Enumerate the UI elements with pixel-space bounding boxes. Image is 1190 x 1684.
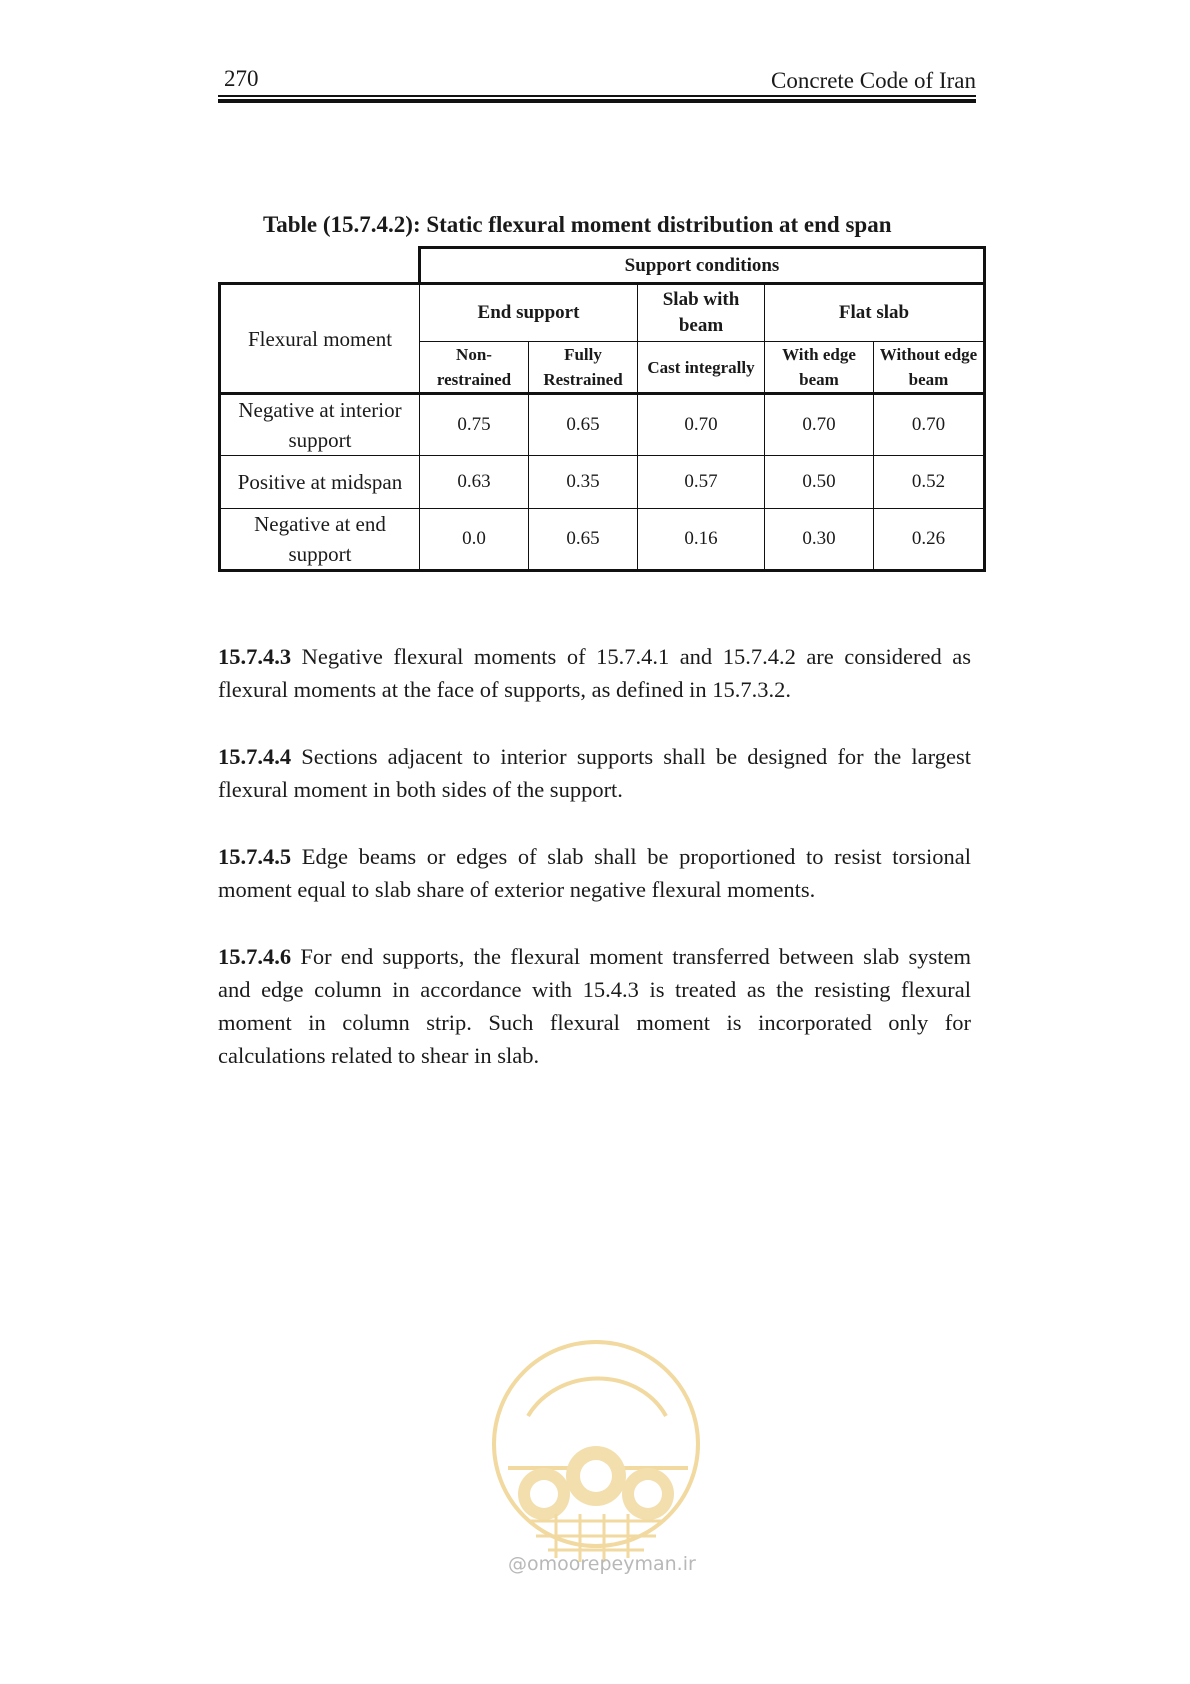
table-cell: 0.70 (874, 394, 985, 456)
header-rule-thin (218, 95, 976, 97)
header-rule-thick (218, 99, 976, 103)
section-paragraph (218, 840, 971, 906)
page-header (218, 62, 976, 102)
table-cell: 0.70 (765, 394, 874, 456)
page-number: 270 (224, 66, 259, 91)
moment-distribution-table (218, 246, 986, 572)
section-paragraph (218, 640, 971, 706)
table-row (220, 456, 985, 509)
section-text: Sections adjacent to interior supports shall be designed for the largest flexural moment in both sides of the support. (218, 744, 971, 802)
section-text: Edge beams or edges of slab shall be proportioned to resist torsional moment equal to slab share of exterior negative flexural moments. (218, 844, 971, 902)
table-cell: 0.26 (874, 509, 985, 571)
table-cell: 0.65 (529, 509, 638, 571)
subcolumn-header: Fully Restrained (529, 342, 638, 394)
table-cell: 0.75 (420, 394, 529, 456)
section-paragraph (218, 940, 971, 1072)
section-number: 15.7.4.3 (218, 644, 292, 669)
table-caption: Table (15.7.4.2): Static flexural moment distribution at end span (263, 212, 892, 237)
section-text: Negative flexural moments of 15.7.4.1 and 15.7.4.2 are considered as flexural moments at the face of supports, as defined in 15.7.3.2. (218, 644, 971, 702)
subcolumn-header: Non-restrained (420, 342, 529, 394)
table-cell: 0.57 (638, 456, 765, 509)
table-corner-blank (220, 248, 420, 284)
table-cell: 0.16 (638, 509, 765, 571)
section-paragraph (218, 740, 971, 806)
table-cell: 0.0 (420, 509, 529, 571)
section-number: 15.7.4.4 (218, 744, 292, 769)
end-support-header: End support (420, 284, 638, 342)
slab-with-beam-header: Slab with beam (638, 284, 765, 342)
table-cell: 0.52 (874, 456, 985, 509)
subcolumn-header: With edge beam (765, 342, 874, 394)
watermark-url: @omoorepeyman.ir (508, 1553, 696, 1575)
row-label: Negative at interior support (220, 394, 420, 456)
table-cell: 0.70 (638, 394, 765, 456)
table-cell: 0.63 (420, 456, 529, 509)
flexural-moment-header: Flexural moment (220, 284, 420, 394)
table-cell: 0.50 (765, 456, 874, 509)
running-title: Concrete Code of Iran (770, 68, 976, 93)
body-text (218, 640, 971, 1106)
section-text: For end supports, the flexural moment transferred between slab system and edge column in accordance with 15.4.3 is treated as the resisting flexural moment in column strip. Such flexural moment is incorporated only for calculations related to shear in slab. (218, 944, 971, 1068)
section-number: 15.7.4.5 (218, 844, 292, 869)
subcolumn-header: Cast integrally (638, 342, 765, 394)
row-label: Negative at end support (220, 509, 420, 571)
table-cell: 0.65 (529, 394, 638, 456)
flat-slab-header: Flat slab (765, 284, 985, 342)
support-conditions-header: Support conditions (420, 248, 985, 284)
table-cell: 0.30 (765, 509, 874, 571)
section-number: 15.7.4.6 (218, 944, 292, 969)
table-row (220, 394, 985, 456)
subcolumn-header: Without edge beam (874, 342, 985, 394)
row-label: Positive at midspan (220, 456, 420, 509)
table-row (220, 509, 985, 571)
table-cell: 0.35 (529, 456, 638, 509)
